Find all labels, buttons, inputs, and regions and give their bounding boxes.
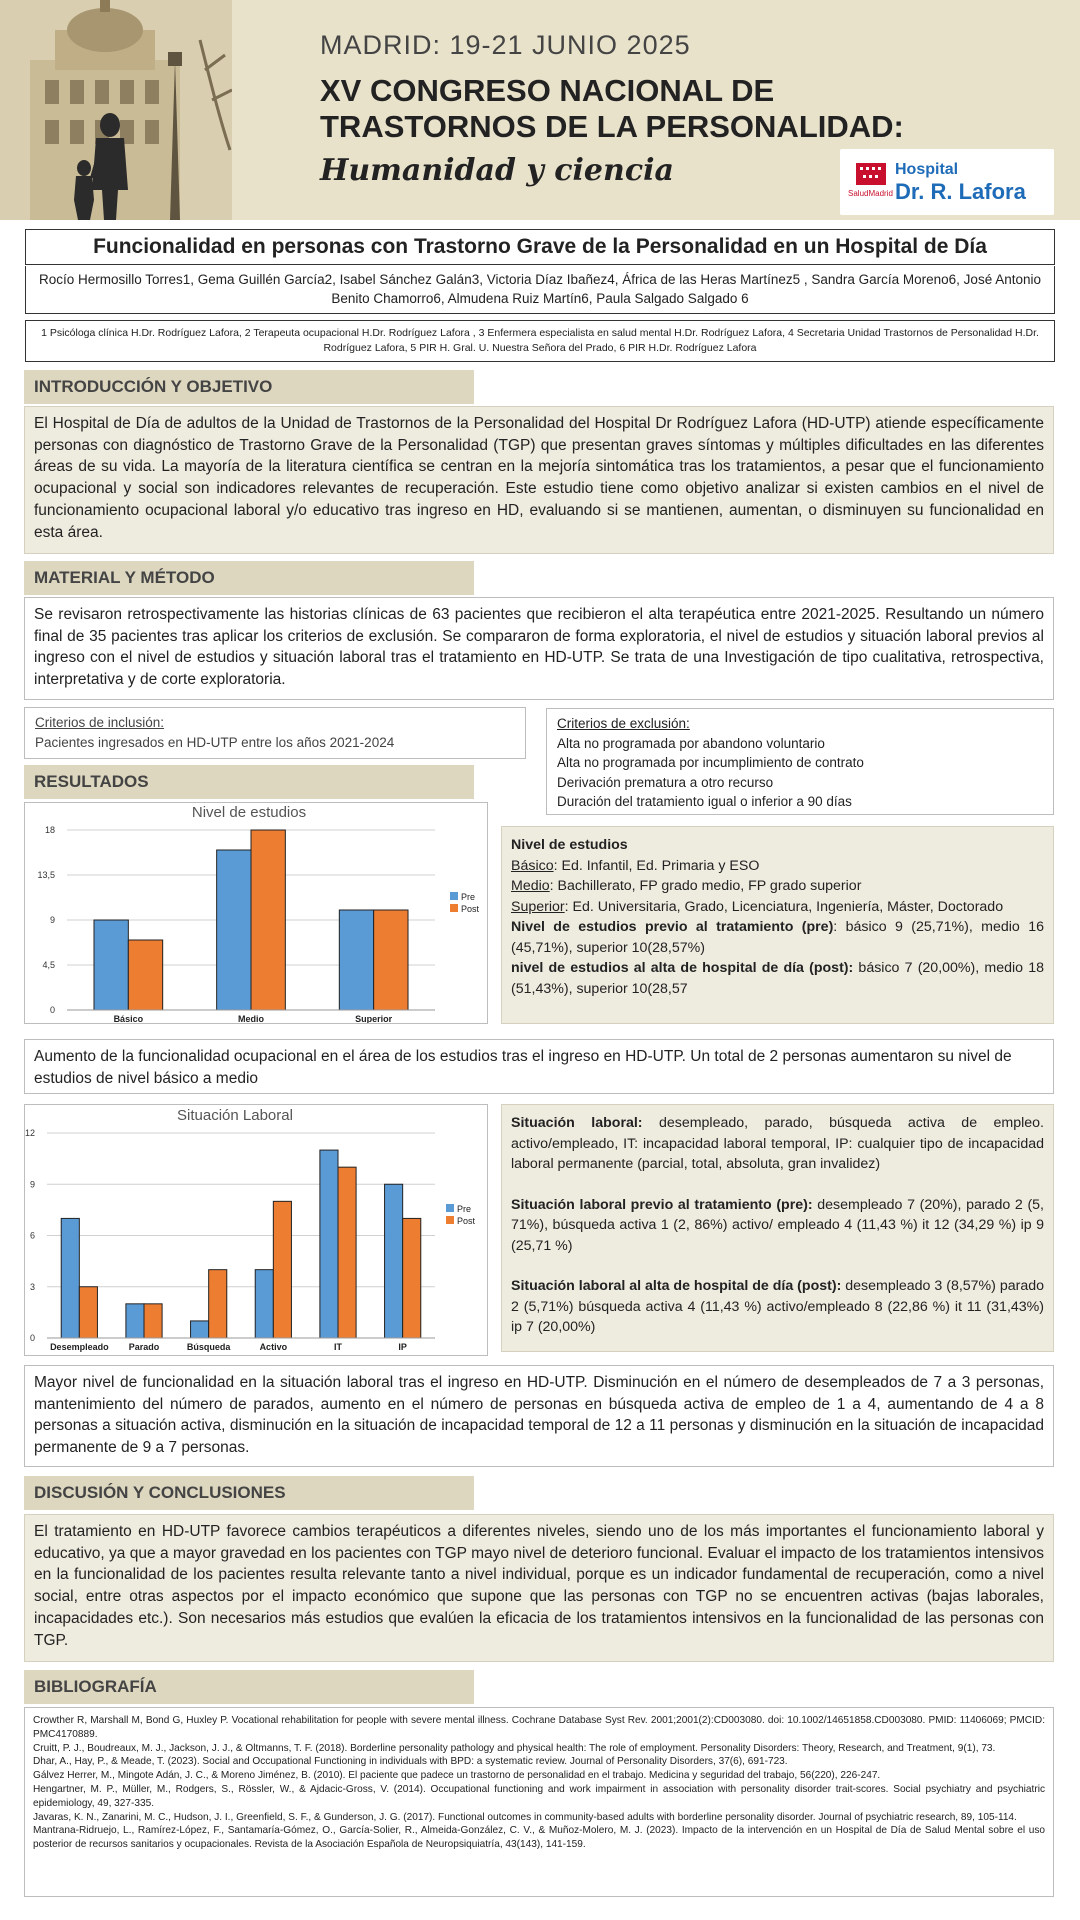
x-tick-label: Básico: [113, 1014, 144, 1023]
labor-chart: [25, 1105, 487, 1355]
y-tick-label: 13,5: [37, 870, 55, 880]
lab-def: desempleado, parado, búsqueda activa de empleo. activo/empleado, IT: incapacidad laboral temporal, IP: cualquier tipo de incapacidad laboral permanente (parcial, total, absoluta, gran invalidez): [511, 1115, 1044, 1172]
edu-basic: : Ed. Infantil, Ed. Primaria y ESO: [553, 857, 760, 874]
edu-medio: : Bachillerato, FP grado medio, FP grado superior: [549, 878, 862, 894]
inclusion-title: Criterios de inclusión:: [35, 715, 165, 730]
legend-swatch: [446, 1204, 454, 1212]
bar-post-desempleado: [79, 1287, 97, 1338]
edu-sup-label: Superior: [511, 898, 565, 915]
legend-label: Pre: [461, 892, 476, 902]
bar-pre-búsqueda: [191, 1321, 209, 1338]
bibliography-heading: BIBLIOGRAFÍA: [24, 1670, 474, 1704]
logo-line-2: Dr. R. Lafora: [895, 179, 1026, 204]
x-tick-label: Búsqueda: [186, 1342, 231, 1352]
exclusion-criteria: [546, 708, 1054, 815]
legend-label: Post: [461, 904, 480, 914]
y-tick-label: 0: [29, 1333, 35, 1343]
bar-post-medio: [251, 830, 285, 1010]
paper-authors: Rocío Hermosillo Torres1, Gema Guillén García2, Isabel Sánchez Galán3, Victoria Díaz Ibañez4, África de las Heras Martínez5 , Sandra García Moreno6, José Antonio Benito Chamorro6, Almudena Ruiz Martín6, Paula Salgado Salgado 6: [25, 266, 1055, 314]
bar-post-superior: [374, 910, 408, 1010]
logo-line-1: Hospital: [895, 161, 959, 178]
chart-title: Situación Laboral: [177, 1107, 293, 1124]
education-definitions: [501, 826, 1054, 1024]
edu-sup: : Ed. Universitaria, Grado, Licenciatura, Ingeniería, Máster, Doctorado: [564, 898, 1004, 915]
edu-pre: : básico 9 (25,71%), medio 16 (45,71%), superior 10(28,57%): [511, 919, 1044, 956]
bar-post-búsqueda: [209, 1270, 227, 1338]
bar-pre-it: [320, 1150, 338, 1338]
exclusion-title: Criterios de exclusión:: [557, 716, 690, 731]
edu-post-label: nivel de estudios al alta de hospital de día (post):: [511, 960, 854, 976]
bar-pre-desempleado: [61, 1218, 79, 1338]
method-text: Se revisaron retrospectivamente las historias clínicas de 63 pacientes que recibieron el alta terapéutica entre 2021-2025. Resultando un número final de 35 pacientes tras aplicar los criterios de exclusión. Se compararon de forma exploratoria, el nivel de estudios y situación laboral previos al ingreso con el nivel de estudios y situación laboral tras el tratamiento en HD-UTP. Se trata de una Investigación de tipo cualitativa, retrospectiva, interpretativa y de corte exploratoria.: [24, 597, 1054, 700]
bar-pre-básico: [94, 920, 128, 1010]
inclusion-criteria: [24, 707, 526, 759]
legend-swatch: [446, 1216, 454, 1224]
congress-subtitle: Humanidad y ciencia: [320, 153, 674, 188]
lab-pre: desempleado 7 (20%), parado 2 (5, 71%), búsqueda activa 1 (2, 86%) activo/ empleado 4 (11,43 %) it 12 (34,29 %) ip 9 (25,71 %): [511, 1196, 1045, 1254]
labor-result: Mayor nivel de funcionalidad en la situación laboral tras el ingreso en HD-UTP. Disminución en el número de desempleados de 7 a 3 personas, mantenimiento del número de parados, aumento en el número de personas en búsqueda activa de empleo de 1 a 4, aumentando de 4 a 8 personas a situación activa, disminución en la situación de incapacidad temporal de 12 a 11 personas y disminución en la situación de incapacidad permanente de 9 a 7 personas.: [24, 1365, 1054, 1467]
lab-pre-label: Situación laboral previo al tratamiento (pre):: [511, 1196, 813, 1213]
y-tick-label: 9: [49, 915, 55, 925]
bar-pre-ip: [385, 1184, 403, 1338]
congress-header: [0, 0, 1080, 220]
y-tick-label: 18: [44, 825, 55, 835]
chart-title: Nivel de estudios: [191, 804, 307, 821]
x-tick-label: Desempleado: [50, 1342, 109, 1352]
legend-swatch: [450, 892, 458, 900]
logo-small-text: SaludMadrid: [848, 189, 893, 198]
exclusion-item: Alta no programada por incumplimiento de contrato: [557, 755, 864, 770]
bib-entry: Gálvez Herrer, M., Mingote Adán, J. C., & Moreno Jiménez, B. (2010). El paciente que padece un trastorno de personalidad en el trabajo. Medicina y seguridad del trabajo, 56(220), 226-247.: [33, 1770, 881, 1782]
y-tick-label: 9: [29, 1179, 35, 1190]
bar-post-activo: [273, 1201, 291, 1338]
bib-entry: Hengartner, M. P., Müller, M., Rodgers, S., Rössler, W., & Ajdacic-Gross, V. (2014). Occupational functioning and work impairment in association with personality disorder trait-scores. Social psychiatry and psychiatric epidemiology, 49, 327-335.: [33, 1783, 1045, 1809]
bar-pre-parado: [126, 1304, 144, 1338]
paper-title: Funcionalidad en personas con Trastorno Grave de la Personalidad en un Hospital de Día: [25, 229, 1055, 265]
results-heading: RESULTADOS: [24, 765, 474, 799]
bar-post-parado: [144, 1304, 162, 1338]
education-chart-frame: [24, 802, 488, 1024]
education-result: Aumento de la funcionalidad ocupacional en el área de los estudios tras el ingreso en HD-UTP. Un total de 2 personas aumentaron su nivel de estudios de nivel básico a medio: [24, 1039, 1054, 1094]
lab-def-label: Situación laboral:: [511, 1115, 643, 1131]
lab-post-label: Situación laboral al alta de hospital de día (post):: [511, 1278, 842, 1294]
congress-title-2: TRASTORNOS DE LA PERSONALIDAD:: [320, 109, 904, 144]
legend-label: Pre: [457, 1204, 472, 1214]
salud-madrid-logo-icon: [856, 163, 886, 185]
labor-definitions: [501, 1104, 1054, 1352]
y-tick-label: 6: [29, 1230, 35, 1241]
labor-chart-frame: [24, 1104, 488, 1356]
edu-title: Nivel de estudios: [511, 837, 628, 853]
education-chart: [25, 803, 487, 1023]
bib-entry: Dhar, A., Hay, P., & Meade, T. (2023). Social and Occupational Functioning in individuals with BPD: a systematic review. Journal of Personality Disorders, 37(6), 691-723.: [33, 1756, 788, 1768]
legend-label: Post: [457, 1216, 476, 1226]
exclusion-item: Alta no programada por abandono voluntario: [557, 735, 825, 751]
bib-entry: Cruitt, P. J., Boudreaux, M. J., Jackson, J. J., & Oltmanns, T. F. (2018). Borderline personality pathology and physical health: The role of employment. Personality Disorders: Theory, Research, and Treatment, 9(1), 73.: [33, 1742, 996, 1754]
bibliography-list: [24, 1707, 1054, 1897]
x-tick-label: Superior: [355, 1014, 393, 1023]
y-tick-label: 3: [29, 1281, 35, 1292]
x-tick-label: IT: [334, 1342, 342, 1352]
discussion-text: El tratamiento en HD-UTP favorece cambios terapéuticos a diferentes niveles, siendo uno de los más importantes el funcionamiento laboral y educativo, ya que a mayor gravedad en los pacientes con TGP mayo nivel de deterioro funcional. Evaluar el impacto de los tratamientos intensivos en la funcionalidad de los pacientes resulta relevante tanto a nivel individual, porque es un indicador fundamental de recuperación, como a nivel social, entre otras aspectos por el impacto económico que supone que las personas con TGP no se encuentren activas (bajas laborales, incapacidades etc.). Son necesarios más estudios que evalúen la eficacia de los tratamientos intensivos en la funcionalidad de las personas con TGP.: [24, 1514, 1054, 1662]
intro-text: El Hospital de Día de adultos de la Unidad de Trastornos de la Personalidad del Hospital Dr Rodríguez Lafora (HD-UTP) atiende específicamente personas con diagnóstico de Trastorno Grave de la Personalidad (TGP) que presentan graves síntomas y múltiples dificultades en las diferentes áreas de su vida. La mayoría de la literatura científica se centran en la mejoría sintomática tras los tratamientos, a pesar que el funcionamiento ocupacional y social son indicadores relevantes de recuperación. Este estudio tiene como objetivo analizar si existen cambios en el nivel de funcionamiento ocupacional laboral y/o educativo tras ingreso en HD, evaluando si se mantienen, aumentan, o disminuyen su funcionalidad en esta área.: [24, 406, 1054, 554]
congress-title-1: XV CONGRESO NACIONAL DE: [320, 73, 775, 108]
bar-post-it: [338, 1167, 356, 1338]
y-tick-label: 0: [49, 1005, 55, 1015]
madrid-illustration: [0, 0, 232, 220]
bar-pre-activo: [255, 1270, 273, 1338]
edu-basic-label: Básico: [511, 857, 554, 874]
discussion-heading: DISCUSIÓN Y CONCLUSIONES: [24, 1476, 474, 1510]
legend-swatch: [450, 904, 458, 912]
intro-heading: INTRODUCCIÓN Y OBJETIVO: [24, 370, 474, 404]
bar-post-básico: [128, 940, 162, 1010]
hospital-logo: [840, 149, 1054, 215]
exclusion-item: Derivación prematura a otro recurso: [557, 774, 774, 790]
bar-pre-superior: [339, 910, 373, 1010]
bib-entry: Crowther R, Marshall M, Bond G, Huxley P. Vocational rehabilitation for people with severe mental illness. Cochrane Database Syst Rev. 2001;2001(2):CD003080. doi: 10.1002/14651858.CD003080. PMID: 11406069; PMCID: PMC4170889.: [33, 1715, 1045, 1740]
exclusion-item: Duración del tratamiento igual o inferior a 90 días: [557, 794, 852, 809]
x-tick-label: Parado: [128, 1342, 160, 1352]
edu-medio-label: Medio: [511, 878, 550, 894]
x-tick-label: IP: [398, 1342, 407, 1352]
method-heading: MATERIAL Y MÉTODO: [24, 561, 474, 595]
bar-pre-medio: [217, 850, 251, 1010]
inclusion-text: Pacientes ingresados en HD-UTP entre los años 2021-2024: [35, 734, 395, 750]
lab-post: desempleado 3 (8,57%) parado 2 (5,71%) búsqueda activa 4 (11,43 %) activo/empleado 8 (22,86 %) it 11 (31,43%) ip 7 (20,00%): [511, 1278, 1045, 1335]
edu-post: básico 7 (20,00%), medio 18 (51,43%), superior 10(28,57: [511, 960, 1044, 997]
y-tick-label: 4,5: [42, 960, 55, 970]
bib-entry: Mantrana-Ridruejo, L., Ramírez-López, F., Santamaría-Gómez, O., García-Solier, R., Almeida-González, C. V., & Muñoz-Molero, M. J. (2023). Impacto de la intervención en un Hospital de Día de Salud Mental sobre el uso posterior de recursos sanitarios y ocupacionales. Revista de la Asociación Española de Neuropsiquiatría, 43(143), 141-159.: [33, 1825, 1045, 1851]
x-tick-label: Medio: [238, 1014, 264, 1023]
edu-pre-label: Nivel de estudios previo al tratamiento (pre): [511, 919, 834, 935]
paper-affiliations: 1 Psicóloga clínica H.Dr. Rodríguez Lafora, 2 Terapeuta ocupacional H.Dr. Rodríguez Lafora , 3 Enfermera especialista en salud mental H.Dr. Rodríguez Lafora, 4 Secretaria Unidad Trastornos de Personalidad H.Dr. Rodríguez Lafora, 5 PIR H. Gral. U. Nuestra Señora del Prado, 6 PIR H.Dr. Rodríguez Lafora: [25, 320, 1055, 362]
bar-post-ip: [403, 1218, 421, 1338]
bib-entry: Javaras, K. N., Zanarini, M. C., Hudson, J. I., Greenfield, S. F., & Gunderson, J. G. (2017). Functional outcomes in community-based adults with borderline personality disorder. Journal of psychiatric research, 89, 105-114.: [33, 1811, 1017, 1823]
y-tick-label: 12: [25, 1128, 35, 1138]
congress-date: MADRID: 19-21 JUNIO 2025: [320, 30, 691, 60]
x-tick-label: Activo: [259, 1342, 288, 1352]
